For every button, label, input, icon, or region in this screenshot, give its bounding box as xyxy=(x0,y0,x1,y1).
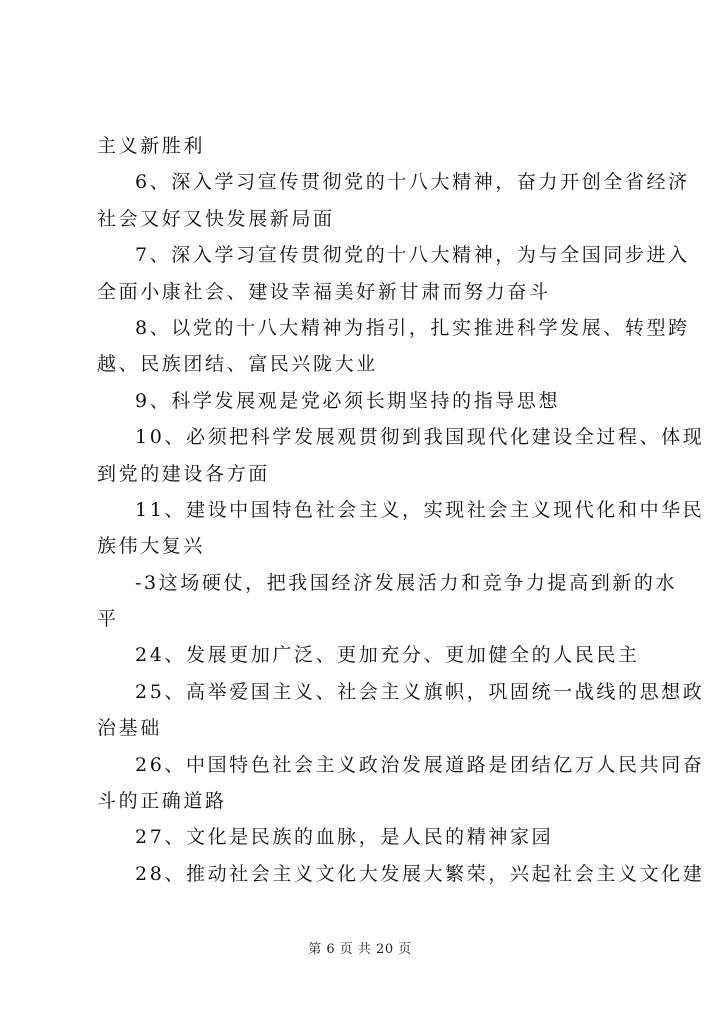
paragraph xyxy=(97,237,690,310)
text-line: 治基础 xyxy=(97,717,162,740)
paragraph xyxy=(97,128,637,164)
text-line: 28、推动社会主义文化大发展大繁荣，兴起社会主义文化建 xyxy=(135,862,705,885)
text-line: 7、深入学习宣传贯彻党的十八大精神，为与全国同步进入 xyxy=(135,244,690,267)
text-line: 8、以党的十八大精神为指引，扎实推进科学发展、转型跨 xyxy=(135,316,690,339)
paragraph xyxy=(97,310,690,383)
text-line: 9、科学发展观是党必须长期坚持的指导思想 xyxy=(135,389,561,412)
text-line: 斗的正确道路 xyxy=(97,790,227,813)
body-text xyxy=(97,128,705,892)
text-line: 全面小康社会、建设幸福美好新甘肃而努力奋斗 xyxy=(97,280,551,303)
paragraph xyxy=(97,164,690,237)
page-footer: 第 6 页 共 20 页 xyxy=(308,942,412,957)
text-line: 27、文化是民族的血脉，是人民的精神家园 xyxy=(135,826,554,849)
paragraph xyxy=(97,637,640,673)
paragraph xyxy=(97,565,678,638)
paragraph xyxy=(97,383,637,419)
text-line: 社会又好又快发展新局面 xyxy=(97,207,335,230)
text-line: 25、高举爱国主义、社会主义旗帜，巩固统一战线的思想政 xyxy=(135,680,705,703)
text-line: 24、发展更加广泛、更加充分、更加健全的人民民主 xyxy=(135,644,640,667)
paragraph xyxy=(97,419,705,492)
text-line: -3这场硬仗，把我国经济发展活力和竞争力提高到新的水 xyxy=(135,571,678,594)
text-line: 26、中国特色社会主义政治发展道路是团结亿万人民共同奋 xyxy=(135,753,705,776)
paragraph xyxy=(97,492,705,565)
text-line: 10、必须把科学发展观贯彻到我国现代化建设全过程、体现 xyxy=(135,426,705,449)
paragraph xyxy=(97,674,705,747)
paragraph xyxy=(97,819,637,855)
paragraph xyxy=(97,856,705,892)
text-line: 到党的建设各方面 xyxy=(97,462,270,485)
text-line: 越、民族团结、富民兴陇大业 xyxy=(97,353,378,376)
text-line: 平 xyxy=(97,608,119,631)
text-line: 族伟大复兴 xyxy=(97,535,206,558)
text-line: 主义新胜利 xyxy=(97,135,206,157)
text-line: 6、深入学习宣传贯彻党的十八大精神，奋力开创全省经济 xyxy=(135,171,690,194)
paragraph xyxy=(97,747,705,820)
text-line: 11、建设中国特色社会主义，实现社会主义现代化和中华民 xyxy=(135,498,705,521)
